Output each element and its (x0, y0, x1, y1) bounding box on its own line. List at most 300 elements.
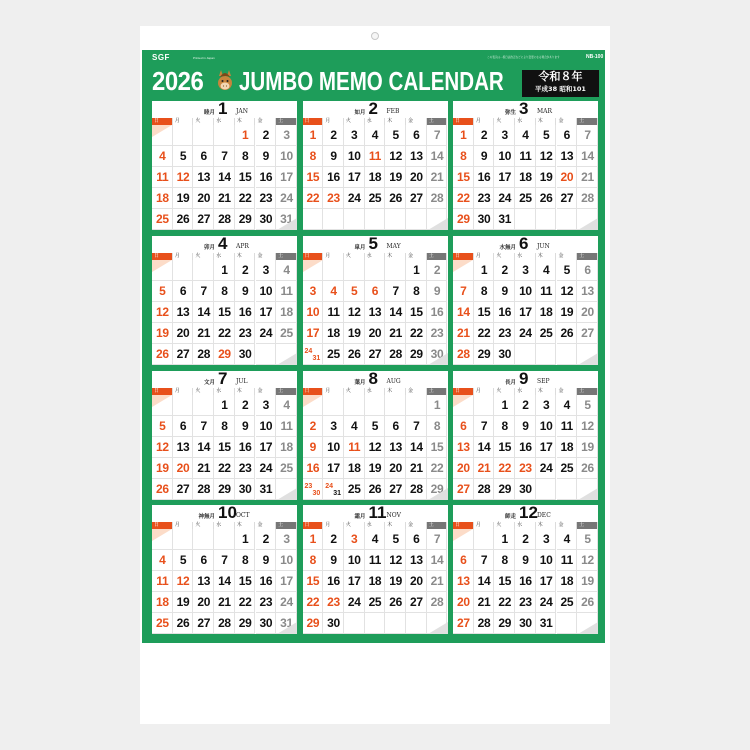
day-number: 26 (581, 595, 594, 609)
weekday-label: 日 (303, 118, 324, 125)
month-header (453, 101, 598, 118)
month-number: 8 (368, 370, 378, 388)
day-cell (385, 395, 406, 416)
weekday-label: 月 (474, 388, 495, 395)
weekday-label: 土 (276, 253, 297, 260)
day-number: 22 (238, 191, 252, 205)
weekday-label: 金 (256, 388, 277, 395)
weekday-label: 月 (474, 522, 495, 529)
month-header (453, 505, 598, 522)
day-number: 5 (542, 128, 550, 142)
day-number: 5 (584, 397, 591, 412)
page-fold-mark (578, 353, 598, 365)
day-number: 24 (325, 482, 333, 490)
day-number: 22 (218, 460, 231, 475)
day-number: 29 (498, 616, 512, 630)
day-number: 6 (200, 149, 207, 163)
day-number: 30 (327, 616, 340, 630)
day-number: 2 (262, 532, 270, 546)
day-number: 11 (368, 553, 381, 567)
day-number: 7 (433, 128, 441, 142)
day-number: 20 (197, 191, 211, 205)
day-cell (214, 125, 235, 146)
weekday-label: 水 (515, 388, 536, 395)
day-number: 10 (347, 553, 361, 567)
day-number: 14 (430, 553, 444, 567)
page-fold-mark (578, 622, 598, 634)
day-number: 6 (200, 553, 207, 567)
day-number: 14 (389, 305, 403, 319)
day-number: 27 (197, 616, 211, 630)
day-cell (385, 260, 406, 281)
day-number: 27 (456, 616, 470, 630)
day-cell (365, 260, 386, 281)
era-box (522, 70, 599, 97)
day-number: 1 (309, 532, 317, 546)
day-number: 12 (155, 305, 169, 319)
day-number: 23 (259, 191, 273, 205)
day-cell (173, 395, 194, 416)
page-fold-mark (428, 622, 448, 634)
day-number: 25 (368, 595, 382, 609)
day-number: 25 (539, 326, 553, 340)
day-number: 8 (501, 418, 508, 433)
day-number: 31 (333, 489, 341, 497)
day-number: 18 (560, 574, 574, 588)
day-number: 9 (330, 149, 337, 163)
month-english-name: APR (236, 243, 249, 250)
day-number: 14 (218, 170, 231, 184)
month-header (453, 236, 598, 253)
day-number: 29 (477, 347, 491, 361)
day-number: 29 (238, 616, 252, 630)
day-number: 21 (197, 460, 211, 475)
weekday-row (303, 253, 448, 260)
day-number: 7 (221, 553, 228, 567)
day-number: 9 (480, 149, 488, 163)
day-number: 2 (309, 418, 317, 433)
day-number: 24 (519, 326, 532, 340)
day-number: 19 (581, 439, 594, 454)
day-number: 10 (306, 305, 320, 319)
day-number: 8 (413, 284, 420, 298)
day-cell (557, 613, 578, 634)
page-fold-mark (428, 353, 448, 365)
day-number: 6 (413, 128, 420, 142)
weekday-label: 水 (214, 118, 235, 125)
day-number: 5 (179, 553, 187, 567)
day-number: 15 (238, 574, 252, 588)
month-english-name: SEP (537, 377, 550, 385)
day-number: 6 (179, 418, 187, 433)
month-japanese-name: 霜月 (354, 514, 366, 520)
day-number: 9 (330, 553, 337, 567)
day-number: 9 (262, 553, 270, 567)
day-number: 1 (309, 128, 317, 142)
day-cell (385, 209, 406, 230)
weekday-label: 水 (214, 522, 235, 529)
day-cell (303, 209, 324, 230)
weekday-label: 日 (152, 253, 173, 260)
page-fold-mark (277, 353, 297, 365)
weekday-label: 木 (385, 388, 406, 395)
month-japanese-name: 文月 (203, 379, 215, 386)
month-japanese-name: 水無月 (499, 245, 516, 251)
day-number: 1 (433, 397, 441, 412)
month-english-name: NOV (386, 512, 401, 519)
day-number: 25 (327, 347, 340, 361)
day-grid (152, 260, 297, 365)
month-may (303, 236, 448, 365)
day-number: 12 (581, 553, 594, 567)
day-number: 5 (159, 418, 166, 433)
day-cell (193, 125, 214, 146)
day-number: 27 (456, 481, 470, 496)
day-number: 18 (539, 305, 553, 319)
weekday-label: 日 (152, 118, 173, 125)
day-number: 7 (221, 149, 228, 163)
day-number: 11 (156, 170, 169, 184)
day-number: 23 (519, 460, 532, 475)
weekday-label: 金 (406, 253, 427, 260)
day-number: 19 (347, 326, 361, 340)
day-number: 10 (498, 149, 512, 163)
day-number: 21 (218, 595, 231, 609)
page-fold-mark (578, 488, 598, 500)
month-header (152, 101, 297, 118)
day-number: 31 (312, 355, 321, 362)
weekday-label: 木 (536, 522, 557, 529)
weekday-label: 月 (474, 253, 495, 260)
day-number: 14 (430, 149, 444, 163)
weekday-row (152, 522, 297, 529)
weekday-label: 火 (494, 118, 515, 125)
day-number: 31 (259, 481, 273, 496)
day-number: 9 (309, 439, 317, 454)
day-number: 18 (347, 460, 361, 475)
month-japanese-name: 葉月 (354, 379, 366, 386)
weekday-label: 金 (557, 253, 578, 260)
weekday-row (152, 253, 297, 260)
weekday-label: 土 (276, 522, 297, 529)
day-cell (214, 529, 235, 550)
day-number: 18 (327, 326, 340, 340)
day-number: 13 (176, 439, 190, 454)
day-number: 9 (522, 553, 529, 567)
day-number: 28 (430, 191, 444, 205)
day-number: 20 (176, 326, 190, 340)
day-number: 18 (155, 191, 169, 205)
day-number: 30 (430, 347, 444, 361)
day-cell (323, 395, 344, 416)
day-number: 23 (477, 191, 491, 205)
day-number: 4 (542, 263, 550, 277)
weekday-label: 火 (494, 388, 515, 395)
holiday-notice: この表示は…祝日法改正などにより変更になる場合があります (487, 56, 560, 59)
day-number: 20 (560, 170, 574, 184)
day-cell (365, 613, 386, 634)
day-number: 21 (430, 170, 444, 184)
day-number: 2 (262, 128, 270, 142)
day-number: 12 (155, 439, 169, 454)
day-number: 14 (581, 149, 594, 163)
day-number: 12 (389, 553, 403, 567)
day-number: 29 (456, 212, 470, 226)
day-number: 16 (519, 574, 532, 588)
day-number: 17 (259, 439, 273, 454)
day-cell (323, 209, 344, 230)
day-number: 5 (392, 532, 399, 546)
day-number: 30 (477, 212, 491, 226)
day-number: 18 (280, 439, 293, 454)
month-japanese-name: 師走 (504, 514, 516, 520)
day-grid (303, 395, 448, 500)
weekday-label: 水 (214, 388, 235, 395)
day-number: 4 (371, 532, 379, 546)
day-cell (173, 125, 194, 146)
day-grid (303, 260, 448, 365)
month-english-name: AUG (386, 377, 401, 385)
blank-corner-mark (303, 260, 323, 272)
day-number: 20 (456, 595, 470, 609)
day-number: 15 (477, 305, 491, 319)
day-number: 20 (409, 170, 423, 184)
day-number: 22 (238, 595, 252, 609)
day-number: 10 (539, 553, 553, 567)
day-number: 1 (413, 263, 420, 277)
months-grid (152, 101, 598, 637)
weekday-label: 月 (173, 118, 194, 125)
weekday-label: 月 (173, 253, 194, 260)
day-number: 30 (498, 347, 512, 361)
day-grid (152, 395, 297, 500)
weekday-label: 日 (453, 253, 474, 260)
weekday-label: 火 (494, 522, 515, 529)
day-number: 19 (581, 574, 594, 588)
day-number: 1 (221, 263, 228, 277)
day-number: 25 (155, 212, 169, 226)
day-cell (344, 395, 365, 416)
day-number: 14 (477, 574, 491, 588)
weekday-label: 土 (276, 118, 297, 125)
day-number: 20 (581, 305, 594, 319)
day-number: 26 (581, 460, 594, 475)
day-number: 3 (262, 263, 270, 277)
weekday-label: 水 (365, 522, 386, 529)
day-number: 14 (477, 439, 491, 454)
day-number: 8 (241, 149, 249, 163)
weekday-label: 日 (453, 118, 474, 125)
month-japanese-name: 皐月 (354, 245, 366, 251)
day-number: 28 (218, 212, 231, 226)
day-number: 2 (480, 128, 488, 142)
day-number: 19 (368, 460, 382, 475)
day-number: 23 (519, 595, 532, 609)
weekday-label: 木 (385, 522, 406, 529)
day-number: 27 (409, 191, 423, 205)
day-cell (323, 260, 344, 281)
month-jul (152, 371, 297, 500)
weekday-label: 金 (406, 118, 427, 125)
day-number: 21 (389, 326, 403, 340)
day-number: 15 (409, 305, 423, 319)
day-number: 5 (371, 418, 379, 433)
day-cell (365, 395, 386, 416)
day-cell (515, 209, 536, 230)
month-japanese-name: 弥生 (504, 110, 516, 116)
day-number: 13 (176, 305, 190, 319)
month-number: 2 (368, 101, 378, 118)
page-fold-mark (428, 488, 448, 500)
month-number: 9 (519, 370, 529, 388)
day-number: 21 (197, 326, 211, 340)
day-number: 17 (498, 170, 512, 184)
day-number: 18 (368, 170, 382, 184)
day-number: 8 (309, 553, 317, 567)
day-number: 22 (409, 326, 423, 340)
day-number: 3 (542, 397, 550, 412)
page-fold-mark (428, 218, 448, 230)
day-number: 10 (539, 418, 553, 433)
day-number: 23 (430, 326, 444, 340)
day-number: 29 (306, 616, 320, 630)
day-grid (453, 395, 598, 500)
day-number: 8 (221, 284, 228, 298)
weekday-label: 日 (453, 388, 474, 395)
month-number: 1 (218, 101, 228, 118)
day-number: 11 (560, 418, 573, 433)
day-number: 25 (368, 191, 382, 205)
month-aug (303, 371, 448, 500)
day-number: 15 (306, 170, 320, 184)
day-number: 21 (477, 460, 491, 475)
day-number: 4 (159, 553, 166, 567)
day-number: 23 (238, 326, 252, 340)
month-header (303, 505, 448, 522)
month-japanese-name: 卯月 (203, 245, 215, 251)
product-code: NB-100 (586, 54, 604, 60)
weekday-row (453, 388, 598, 395)
month-jun (453, 236, 598, 365)
day-number: 12 (389, 149, 403, 163)
weekday-label: 水 (515, 253, 536, 260)
day-cell (536, 209, 557, 230)
weekday-label: 月 (173, 388, 194, 395)
weekday-row (303, 388, 448, 395)
day-number: 17 (306, 326, 320, 340)
day-number: 23 (259, 595, 273, 609)
day-number: 24 (539, 595, 553, 609)
month-header (152, 236, 297, 253)
day-number: 16 (519, 439, 532, 454)
day-number: 28 (197, 481, 211, 496)
day-number: 30 (259, 212, 273, 226)
month-header (303, 101, 448, 118)
day-number: 16 (327, 574, 340, 588)
era-sub: 平成38 昭和101 (535, 85, 586, 93)
day-number: 28 (477, 616, 491, 630)
day-number: 24 (347, 595, 361, 609)
day-number: 18 (155, 595, 169, 609)
weekday-label: 月 (323, 253, 344, 260)
day-number: 28 (389, 347, 403, 361)
day-number: 28 (581, 191, 594, 205)
weekday-label: 火 (344, 388, 365, 395)
day-number: 31 (280, 212, 293, 226)
month-number: 7 (218, 370, 228, 388)
day-number: 21 (477, 595, 491, 609)
weekday-label: 月 (323, 118, 344, 125)
weekday-label: 木 (235, 522, 256, 529)
day-number: 18 (368, 574, 382, 588)
brand-subtitle: Printed in Japan (193, 56, 215, 60)
weekday-label: 月 (323, 388, 344, 395)
day-number: 26 (176, 212, 190, 226)
day-number: 17 (539, 439, 553, 454)
day-number: 17 (327, 460, 340, 475)
day-grid (303, 529, 448, 634)
weekday-label: 金 (557, 118, 578, 125)
day-number: 7 (584, 128, 591, 142)
day-number: 29 (218, 347, 231, 361)
day-number: 14 (197, 305, 211, 319)
day-number: 30 (238, 347, 252, 361)
day-number: 2 (433, 263, 441, 277)
day-number: 15 (238, 170, 252, 184)
month-header (453, 371, 598, 388)
day-number: 14 (218, 574, 231, 588)
day-number: 7 (200, 418, 207, 433)
month-japanese-name: 睦月 (203, 110, 215, 116)
title-year: 2026 (152, 66, 204, 96)
weekday-label: 木 (536, 253, 557, 260)
day-number: 22 (498, 460, 512, 475)
day-number: 14 (456, 305, 470, 319)
day-number: 27 (389, 481, 403, 496)
day-number: 27 (176, 481, 190, 496)
day-number: 13 (581, 284, 594, 298)
day-number: 7 (480, 553, 488, 567)
weekday-row (303, 118, 448, 125)
weekday-label: 火 (344, 522, 365, 529)
day-number: 17 (347, 170, 361, 184)
day-number: 22 (498, 595, 512, 609)
day-number: 26 (539, 191, 553, 205)
blank-corner-mark (152, 260, 172, 272)
day-number: 4 (330, 284, 337, 298)
day-number: 22 (306, 595, 320, 609)
day-number: 30 (519, 481, 532, 496)
weekday-label: 土 (427, 522, 448, 529)
day-number: 5 (584, 532, 591, 546)
weekday-label: 水 (365, 118, 386, 125)
day-number: 2 (241, 397, 249, 412)
day-number: 1 (241, 128, 249, 142)
day-cell (557, 479, 578, 500)
day-number: 7 (392, 284, 399, 298)
weekday-label: 土 (577, 118, 598, 125)
day-number: 6 (584, 263, 591, 277)
day-number: 19 (389, 574, 403, 588)
day-number: 6 (563, 128, 571, 142)
day-number: 23 (327, 595, 340, 609)
day-number: 5 (179, 149, 187, 163)
day-number: 16 (477, 170, 491, 184)
weekday-label: 日 (152, 388, 173, 395)
day-number: 4 (283, 263, 290, 277)
day-number: 19 (389, 170, 403, 184)
day-number: 9 (241, 418, 249, 433)
